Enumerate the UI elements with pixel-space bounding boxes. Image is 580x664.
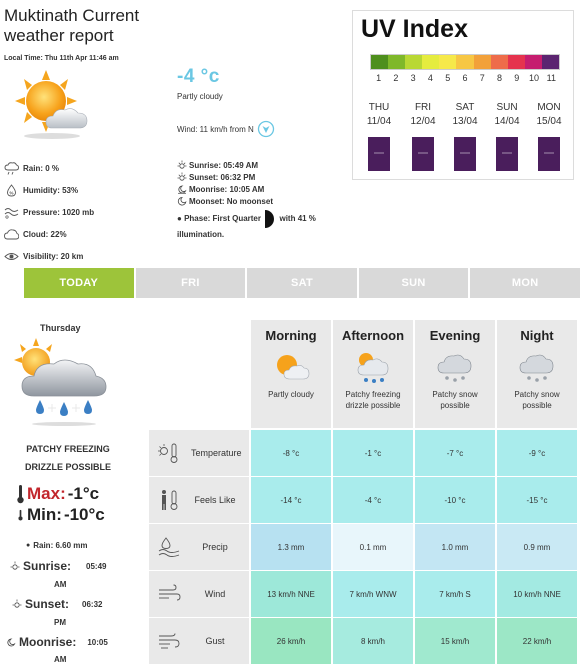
- freezing-drizzle-icon: [352, 349, 394, 385]
- moonrise-info: [177, 184, 264, 194]
- row-label-text: Wind: [204, 589, 226, 599]
- day-moonrise: [6, 635, 108, 649]
- cloud-stat: [4, 228, 67, 241]
- wind-info: [177, 120, 275, 138]
- max-value: -1°c: [67, 484, 100, 503]
- table-cell: 10 km/h NNE: [497, 571, 577, 617]
- row-label-precip: [149, 524, 249, 570]
- uv-swatch: [456, 55, 473, 69]
- row-label-text: Precip: [202, 542, 228, 552]
- max-temperature: [16, 484, 99, 504]
- uv-swatch: [525, 55, 542, 69]
- uv-scale-number: 4: [427, 73, 433, 83]
- period-morning: [251, 320, 331, 428]
- sunset-value: Sunset: 06:32 PM: [189, 172, 256, 182]
- day-sunrise-ampm: AM: [54, 580, 67, 589]
- day-sunset-ampm: PM: [54, 618, 66, 627]
- tab-mon[interactable]: MON: [470, 268, 580, 298]
- moonset-value: Moonset: No moonset: [189, 196, 273, 206]
- period-name: Night: [520, 328, 554, 343]
- tab-today[interactable]: TODAY: [24, 268, 134, 298]
- uv-day: [529, 101, 569, 129]
- day-condition-line2: DRIZZLE POSSIBLE: [24, 462, 111, 472]
- day-rain-value: Rain: 6.60 mm: [33, 541, 88, 550]
- rain-value: Rain: 0 %: [23, 164, 60, 173]
- wind-value: Wind: 11 km/h from N: [177, 124, 254, 134]
- period-night: [497, 320, 577, 428]
- uv-day-name: THU: [368, 102, 390, 113]
- day-sunset: [12, 597, 102, 611]
- day-moonrise-ampm: AM: [54, 655, 67, 664]
- uv-scale-number: 6: [462, 73, 468, 83]
- rain-cloud-icon: [4, 162, 19, 175]
- day-condition: [8, 440, 128, 476]
- pressure-stat: [4, 206, 94, 219]
- uv-swatch: [542, 55, 559, 69]
- uv-day: [445, 101, 485, 129]
- table-cell: -10 °c: [415, 477, 495, 523]
- table-cell: -1 °c: [333, 430, 413, 476]
- moonrise-icon: [6, 637, 16, 647]
- humidity-value: Humidity: 53%: [23, 186, 79, 195]
- illumination-text: with 41 % illumination.: [177, 214, 316, 239]
- person-thermometer-icon: [157, 489, 181, 511]
- moonset-info: [177, 196, 273, 206]
- period-name: Evening: [429, 328, 481, 343]
- uv-day: [487, 101, 527, 129]
- uv-swatch: [491, 55, 508, 69]
- uv-level-bar: [412, 137, 434, 171]
- uv-level-bar: [538, 137, 560, 171]
- uv-scale-number: 8: [496, 73, 502, 83]
- row-label-temperature: [149, 430, 249, 476]
- table-cell: 1.3 mm: [251, 524, 331, 570]
- thermometer-icon: [16, 484, 25, 504]
- table-cell: 7 km/h S: [415, 571, 495, 617]
- eye-icon: [4, 250, 19, 263]
- uv-swatch: [371, 55, 388, 69]
- precipitation-icon: [157, 536, 181, 558]
- tab-fri[interactable]: FRI: [136, 268, 246, 298]
- pressure-icon: [4, 206, 19, 219]
- row-label-text: Gust: [205, 636, 225, 646]
- current-condition: Partly cloudy: [177, 92, 223, 101]
- period-description: Patchy snow possible: [514, 390, 560, 410]
- svg-text:%: %: [9, 190, 14, 196]
- min-value: -10°c: [63, 505, 105, 524]
- sunrise-info: [177, 160, 258, 170]
- sunrise-icon: [10, 561, 20, 571]
- humidity-stat: [4, 184, 78, 197]
- phase-text: Phase: First Quarter: [184, 214, 261, 224]
- day-sunset-label: Sunset:: [25, 597, 70, 611]
- min-label: Min:: [27, 505, 62, 524]
- freezing-drizzle-icon: [12, 338, 112, 426]
- table-cell: 0.1 mm: [333, 524, 413, 570]
- uv-scale-number: 11: [546, 73, 556, 83]
- uv-day-date: 15/04: [536, 116, 562, 127]
- day-condition-line1: PATCHY FREEZING: [26, 444, 110, 454]
- moonrise-value: Moonrise: 10:05 AM: [189, 184, 265, 194]
- day-sunset-time: 06:32: [82, 599, 103, 609]
- period-evening: [415, 320, 495, 428]
- gust-icon: [157, 630, 181, 652]
- uv-day-date: 13/04: [452, 116, 478, 127]
- uv-swatch: [474, 55, 491, 69]
- wind-direction-icon: [257, 120, 275, 138]
- moon-dot-icon: ●: [177, 214, 182, 224]
- visibility-value: Visibility: 20 km: [23, 252, 84, 261]
- table-cell: 8 km/h: [333, 618, 413, 664]
- uv-swatch: [508, 55, 525, 69]
- sunset-info: [177, 172, 255, 182]
- day-sunrise-label: Sunrise:: [23, 559, 72, 573]
- row-label-text: Temperature: [191, 448, 242, 458]
- period-afternoon: [333, 320, 413, 428]
- day-moonrise-label: Moonrise:: [19, 635, 77, 649]
- uv-scale-numbers: [370, 73, 560, 83]
- table-cell: 1.0 mm: [415, 524, 495, 570]
- uv-scale: [370, 54, 560, 70]
- table-cell: 13 km/h NNE: [251, 571, 331, 617]
- uv-day-name: SUN: [496, 102, 518, 113]
- uv-level-bar: [454, 137, 476, 171]
- day-moonrise-time: 10:05: [87, 637, 108, 647]
- uv-index-panel: [352, 10, 574, 180]
- uv-swatch: [439, 55, 456, 69]
- current-temperature: -4 °c: [177, 66, 220, 87]
- partly-cloudy-icon: [12, 70, 94, 140]
- uv-scale-number: 2: [393, 73, 399, 83]
- row-label-wind: [149, 571, 249, 617]
- half-moon-icon: [265, 210, 275, 228]
- period-name: Afternoon: [341, 328, 405, 343]
- period-description: Patchy snow possible: [432, 390, 478, 410]
- droplet-icon: [4, 184, 19, 197]
- cloud-icon: [4, 228, 19, 241]
- uv-day-date: 11/04: [366, 116, 392, 127]
- sunset-icon: [12, 599, 22, 609]
- table-cell: 0.9 mm: [497, 524, 577, 570]
- period-description: Patchy freezing drizzle possible: [345, 390, 401, 410]
- tab-sat[interactable]: SAT: [247, 268, 357, 298]
- uv-swatch: [388, 55, 405, 69]
- sunrise-value: Sunrise: 05:49 AM: [189, 160, 259, 170]
- uv-scale-number: 1: [376, 73, 382, 83]
- table-cell: 7 km/h WNW: [333, 571, 413, 617]
- moonrise-icon: [177, 184, 187, 194]
- visibility-stat: [4, 250, 83, 263]
- row-label-text: Feels Like: [194, 495, 236, 505]
- uv-scale-number: 3: [410, 73, 416, 83]
- sunset-icon: [177, 172, 187, 182]
- max-label: Max:: [27, 484, 66, 503]
- snow-cloud-icon: [516, 349, 558, 385]
- uv-day: [403, 101, 443, 129]
- uv-day-name: FRI: [414, 102, 432, 113]
- uv-scale-number: 5: [445, 73, 451, 83]
- cloud-value: Cloud: 22%: [23, 230, 67, 239]
- partly-cloudy-icon: [270, 349, 312, 385]
- tab-sun[interactable]: SUN: [359, 268, 469, 298]
- uv-swatch: [405, 55, 422, 69]
- table-cell: 26 km/h: [251, 618, 331, 664]
- uv-level-bar: [496, 137, 518, 171]
- uv-day-name: MON: [537, 102, 561, 113]
- thermometer-sun-icon: [157, 442, 181, 464]
- uv-level-bar: [368, 137, 390, 171]
- snow-cloud-icon: [434, 349, 476, 385]
- table-cell: -15 °c: [497, 477, 577, 523]
- day-sunrise: [10, 559, 106, 573]
- uv-scale-number: 9: [514, 73, 520, 83]
- table-cell: -9 °c: [497, 430, 577, 476]
- uv-day-date: 12/04: [410, 116, 436, 127]
- uv-scale-number: 7: [479, 73, 485, 83]
- uv-day-name: SAT: [455, 102, 475, 113]
- local-time: Local Time: Thu 11th Apr 11:46 am: [4, 55, 119, 62]
- table-cell: -4 °c: [333, 477, 413, 523]
- drop-icon: ●: [26, 542, 31, 549]
- moon-phase-info: [177, 210, 337, 241]
- row-label-gust: [149, 618, 249, 664]
- wind-icon: [157, 583, 181, 605]
- uv-day-date: 14/04: [494, 116, 520, 127]
- period-description: Partly cloudy: [268, 390, 314, 399]
- day-tabs: [24, 268, 580, 298]
- uv-day: [359, 101, 399, 129]
- day-rain: [26, 541, 87, 550]
- table-cell: 22 km/h: [497, 618, 577, 664]
- table-cell: 15 km/h: [415, 618, 495, 664]
- row-label-feels-like: [149, 477, 249, 523]
- page-title: Muktinath Current weather report: [4, 6, 140, 45]
- uv-scale-number: 10: [529, 73, 540, 83]
- table-cell: -8 °c: [251, 430, 331, 476]
- day-sunrise-time: 05:49: [86, 561, 107, 571]
- thermometer-small-icon: [16, 509, 25, 521]
- day-name: Thursday: [40, 323, 81, 333]
- table-cell: -14 °c: [251, 477, 331, 523]
- sunrise-icon: [177, 160, 187, 170]
- rain-stat: [4, 162, 59, 175]
- period-name: Morning: [265, 328, 317, 343]
- uv-title: UV Index: [361, 15, 468, 43]
- pressure-value: Pressure: 1020 mb: [23, 208, 95, 217]
- table-cell: -7 °c: [415, 430, 495, 476]
- uv-swatch: [422, 55, 439, 69]
- min-temperature: [16, 505, 105, 525]
- moonset-icon: [177, 196, 187, 206]
